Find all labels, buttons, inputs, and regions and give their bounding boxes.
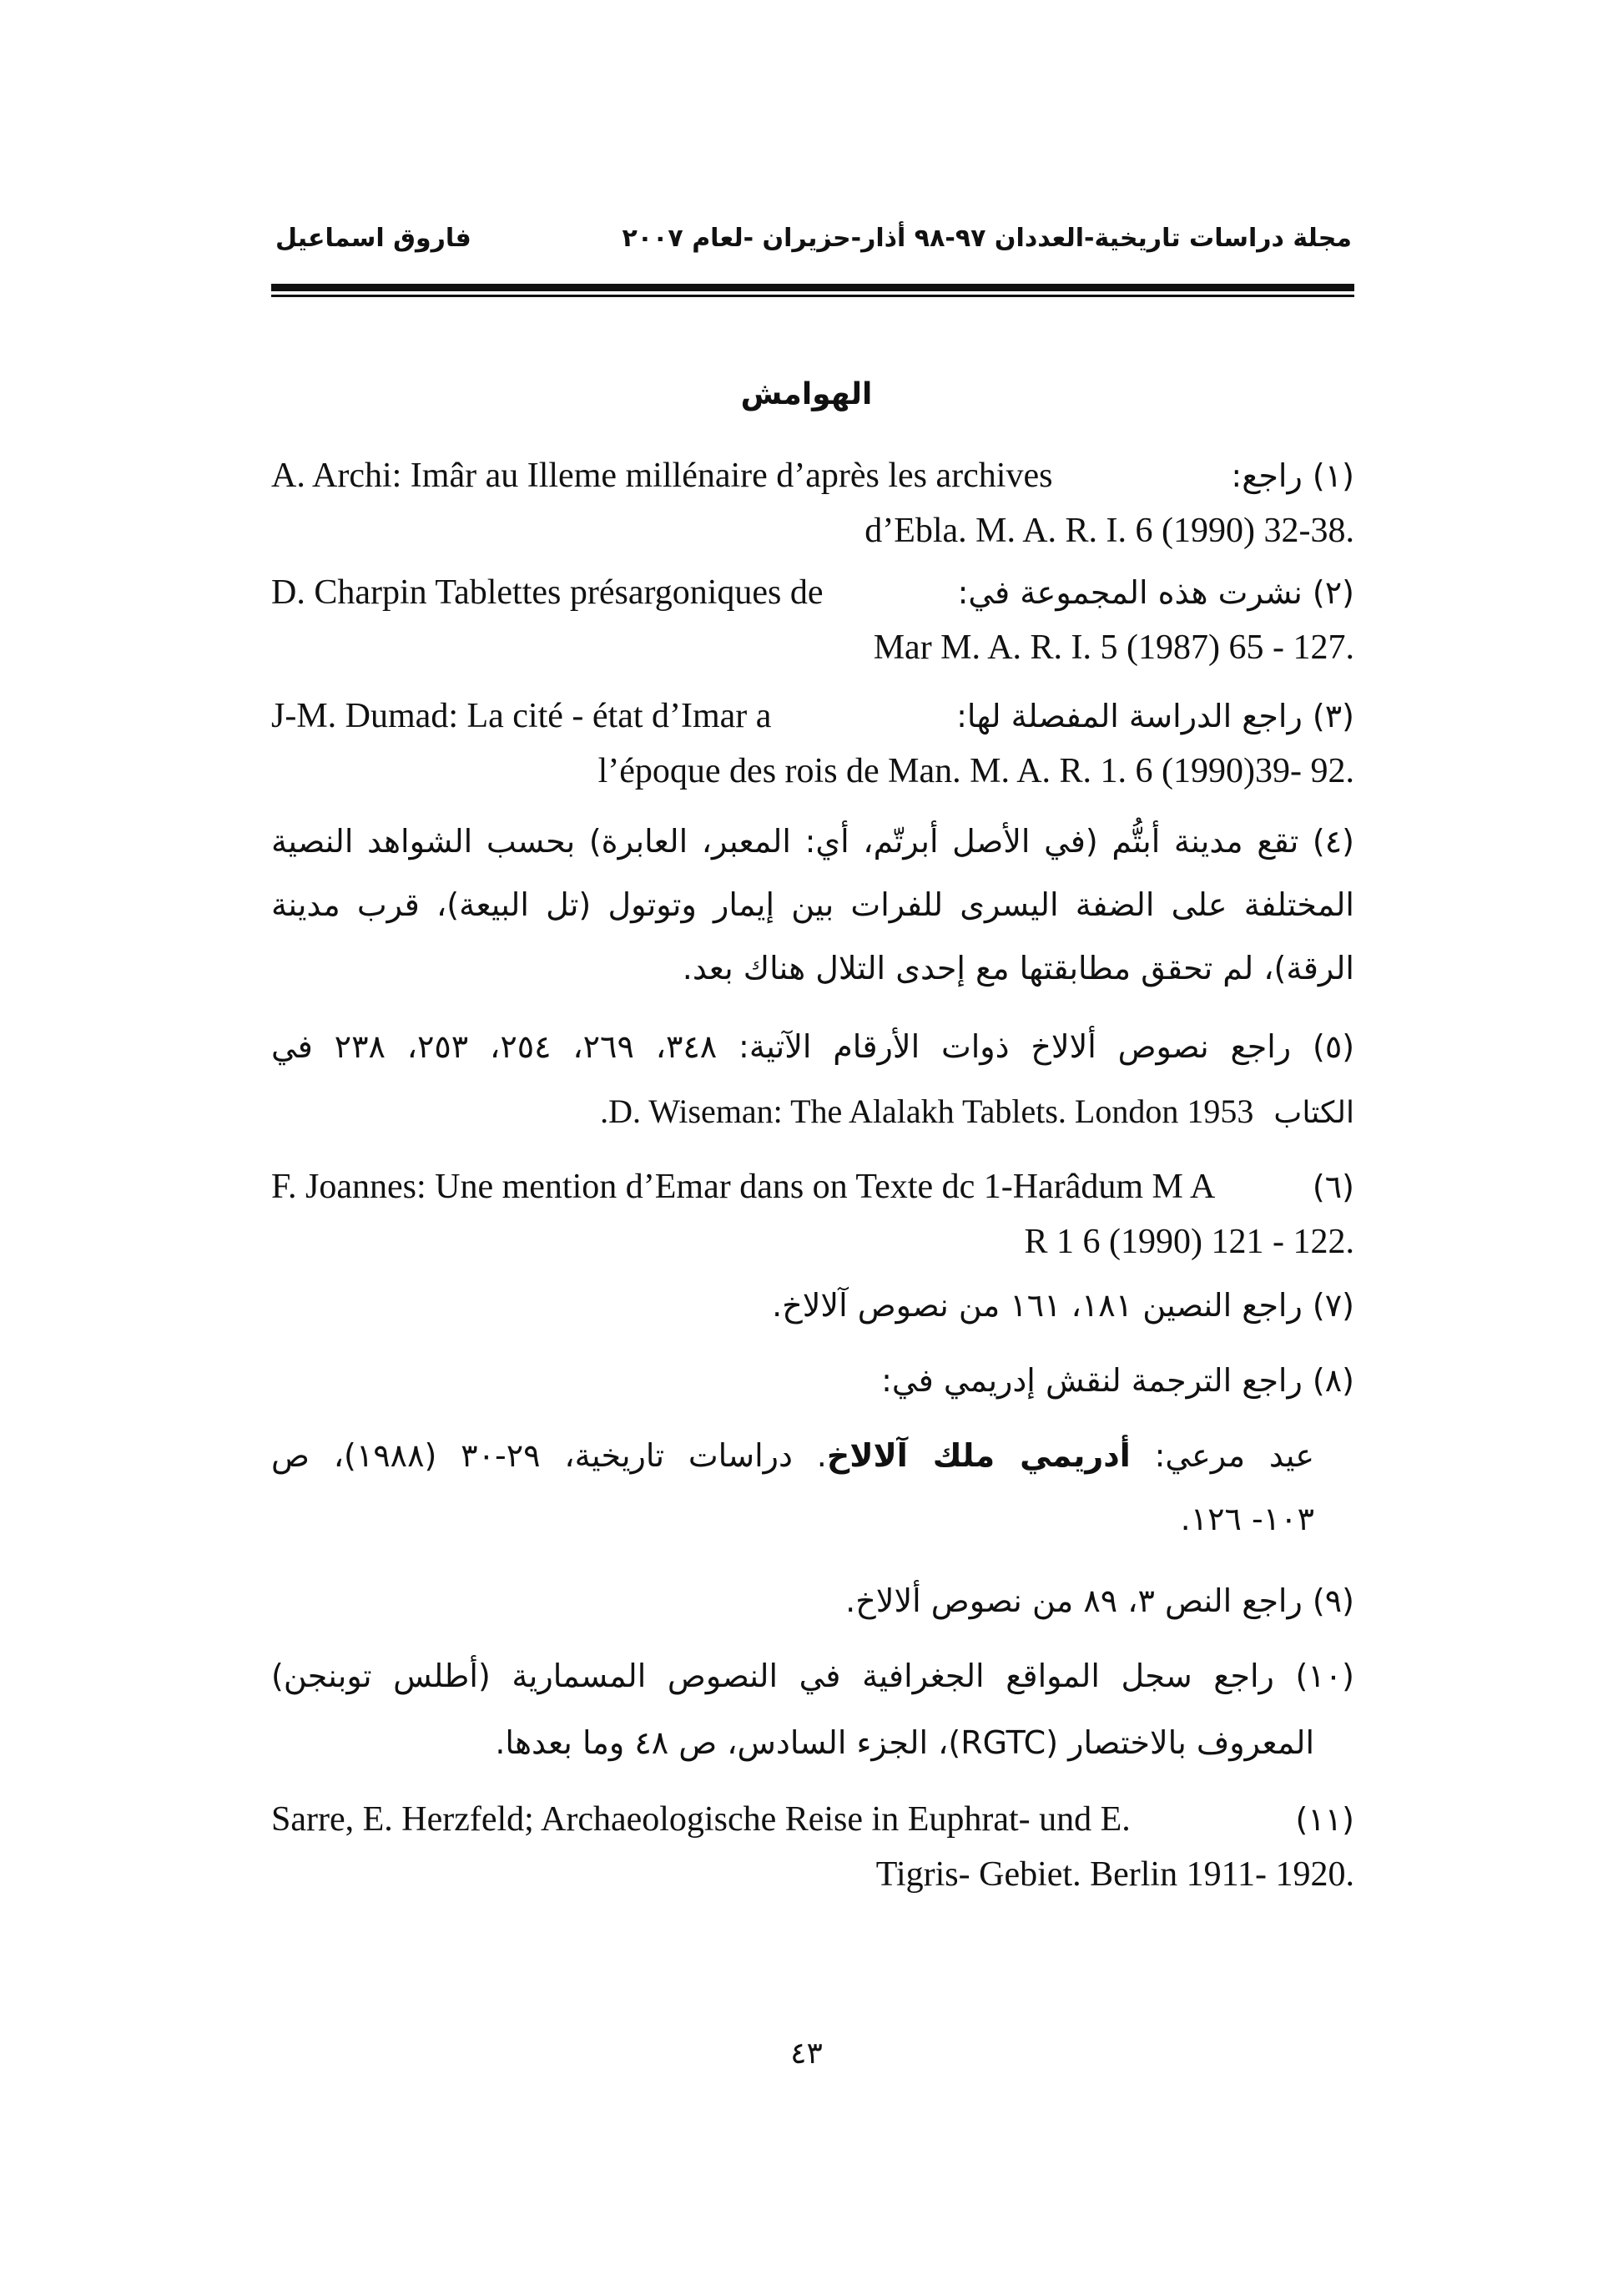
- footnote-8: [271, 1362, 1354, 1564]
- footnote-1-text: A. Archi: Imâr au Illeme millénaire d’après les archives: [271, 457, 1053, 495]
- footnote-8-source: . دراسات تاريخية، ٢٩-٣٠ (١٩٨٨)، ص: [271, 1437, 827, 1474]
- footnote-8-line-1: (٨) راجع الترجمة لنقش إدريمي في:: [881, 1362, 1354, 1399]
- footnote-10: [271, 1658, 1354, 1791]
- footnote-6-number: (٦): [1312, 1168, 1354, 1205]
- footnote-11-continuation: Tigris- Gebiet. Berlin 1911- 1920.: [875, 1855, 1354, 1894]
- footnote-5-book-label: الكتاب: [1273, 1096, 1354, 1130]
- footnote-1-number: (١) راجع:: [1231, 457, 1354, 494]
- footnote-1-continuation: d’Ebla. M. A. R. I. 6 (1990) 32-38.: [864, 512, 1354, 550]
- footnote-3-text: J-M. Dumad: La cité - état d’Imar a: [271, 697, 772, 735]
- footnote-10-line-2: المعروف بالاختصار (RGTC)، الجزء السادس، ص ٤٨ وما بعدها.: [495, 1724, 1314, 1761]
- section-title: الهوامش: [740, 377, 873, 411]
- footnote-7-line-1: (٧) راجع النصين ١٨١، ١٦١ من نصوص آلالاخ.: [772, 1287, 1354, 1324]
- footnote-3-continuation: l’époque des rois de Man. M. A. R. 1. 6 (1990)39- 92.: [597, 752, 1354, 790]
- footnote-9-line-1: (٩) راجع النص ٣، ٨٩ من نصوص ألالاخ.: [845, 1582, 1354, 1619]
- footnote-11: [271, 1801, 1354, 1908]
- footnote-8-author: عيد مرعي:: [1154, 1437, 1314, 1474]
- footnote-11-text: Sarre, E. Herzfeld; Archaeologische Reise in Euphrat- und E.: [271, 1800, 1131, 1839]
- footnote-8-line-3: ١٠٣- ١٢٦.: [1180, 1501, 1314, 1537]
- footnote-2-text: D. Charpin Tablettes présargoniques de: [271, 573, 824, 612]
- header-rule-thin: [271, 295, 1354, 297]
- footnote-3: [271, 698, 1354, 805]
- footnote-2: [271, 574, 1354, 681]
- footnote-5-line-1: (٥) راجع نصوص ألالاخ ذوات الأرقام الآتية: ٣٤٨، ٢٦٩، ٢٥٤، ٢٥٣، ٢٣٨ في: [271, 1028, 1355, 1065]
- footnote-9: [271, 1582, 1354, 1646]
- author-name: فاروق اسماعيل: [275, 224, 471, 253]
- footnote-5: [271, 1028, 1354, 1145]
- footnote-6-continuation: R 1 6 (1990) 121 - 122.: [1024, 1223, 1354, 1261]
- footnote-5-reference: D. Wiseman: The Alalakh Tablets. London 1953.: [600, 1092, 1254, 1130]
- footnote-5-line-2: [271, 1092, 1354, 1145]
- page-number: ٤٣: [790, 2036, 823, 2071]
- footnote-8-title: أدريمي ملك آلالاخ: [826, 1437, 1131, 1474]
- footnote-6-text: F. Joannes: Une mention d’Emar dans on Texte dc 1-Harâdum M A: [271, 1168, 1216, 1206]
- footnote-4-line-3: الرقة)، لم تحقق مطابقتها مع إحدى التلال هناك بعد.: [682, 950, 1354, 987]
- footnote-11-number: (١١): [1295, 1801, 1354, 1838]
- footnote-4-line-2: المختلفة على الضفة اليسرى للفرات بين إيمار وتوتول (تل البيعة)، قرب مدينة: [271, 886, 1354, 923]
- footnote-4-line-1: (٤) تقع مدينة أبتُّم (في الأصل أبرتّم، أي: المعبر، العابرة) بحسب الشواهد النصية: [271, 823, 1354, 860]
- footnote-7: [271, 1287, 1354, 1350]
- footnote-8-line-2: [271, 1437, 1354, 1501]
- footnote-4: [271, 823, 1354, 1013]
- footnote-10-line-1: (١٠) راجع سجل المواقع الجغرافية في النصوص المسمارية (أطلس توبنجن): [271, 1658, 1354, 1694]
- footnote-3-number: (٣) راجع الدراسة المفصلة لها:: [956, 698, 1354, 734]
- header-rule-thick: [271, 284, 1354, 291]
- footnote-6: [271, 1168, 1354, 1275]
- journal-title: مجلة دراسات تاريخية-العددان ٩٧-٩٨ أذار-حزيران -لعام ٢٠٠٧: [622, 224, 1352, 253]
- footnote-1: [271, 457, 1354, 564]
- footnote-2-number: (٢) نشرت هذه المجموعة في:: [957, 574, 1354, 611]
- running-header: [275, 224, 1352, 274]
- footnote-2-continuation: Mar M. A. R. I. 5 (1987) 65 - 127.: [873, 628, 1354, 667]
